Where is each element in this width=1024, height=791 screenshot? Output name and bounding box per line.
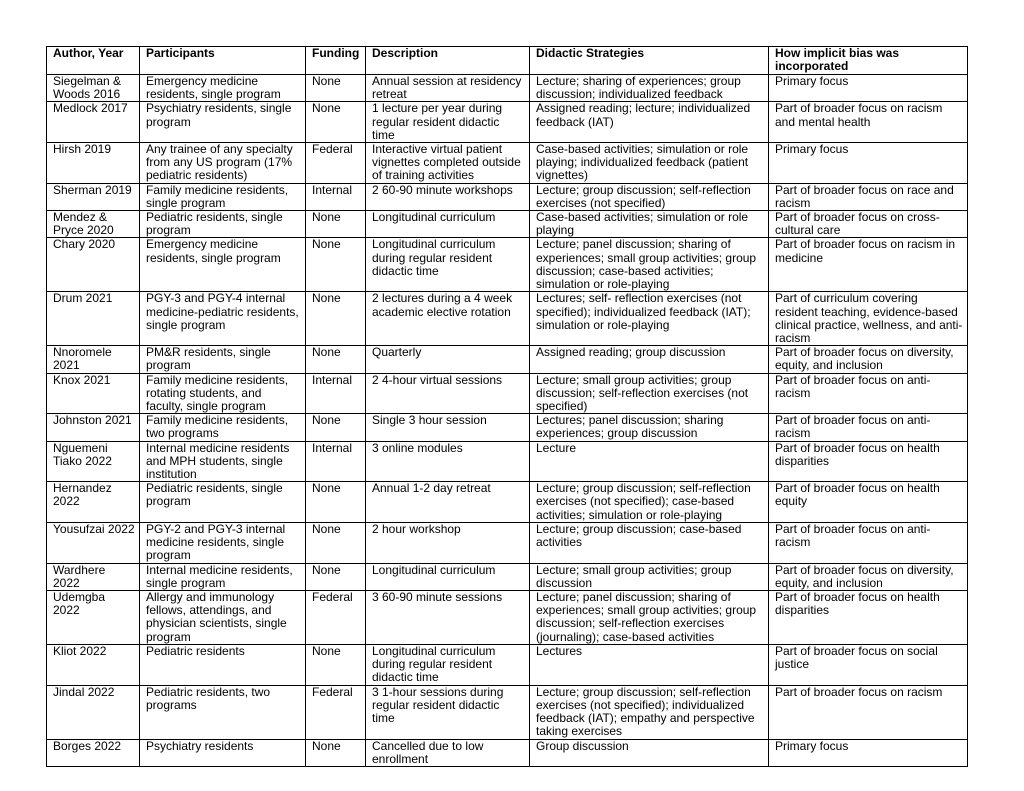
- header-didactic-strategies: Didactic Strategies: [530, 47, 769, 75]
- cell-participants: Any trainee of any specialty from any US program (17% pediatric residents): [140, 143, 306, 184]
- cell-author-year: Mendez & Pryce 2020: [47, 211, 140, 238]
- cell-participants: Allergy and immunology fellows, attendings, and physician scientists, single program: [140, 590, 306, 644]
- table-row: [47, 441, 968, 482]
- cell-implicit-bias: Part of broader focus on cross-cultural care: [769, 211, 968, 238]
- table-row: [47, 238, 968, 292]
- cell-implicit-bias: Part of broader focus on racism and mental health: [769, 102, 968, 143]
- header-funding: Funding: [306, 47, 366, 75]
- header-implicit-bias: How implicit bias was incorporated: [769, 47, 968, 75]
- cell-didactic-strategies: Lecture; small group activities; group discussion: [530, 563, 769, 590]
- cell-participants: Emergency medicine residents, single program: [140, 75, 306, 102]
- cell-participants: Internal medicine residents and MPH students, single institution: [140, 441, 306, 482]
- cell-didactic-strategies: Lecture; group discussion; case-based activities: [530, 522, 769, 563]
- cell-description: 2 hour workshop: [366, 522, 530, 563]
- cell-participants: Pediatric residents, single program: [140, 482, 306, 523]
- cell-funding: Federal: [306, 685, 366, 739]
- cell-funding: Federal: [306, 590, 366, 644]
- cell-description: 2 lectures during a 4 week academic elective rotation: [366, 292, 530, 346]
- table-row: [47, 739, 968, 766]
- cell-participants: PM&R residents, single program: [140, 346, 306, 373]
- cell-didactic-strategies: Lecture; small group activities; group discussion; self-reflection exercises (not specified): [530, 373, 769, 414]
- cell-author-year: Wardhere 2022: [47, 563, 140, 590]
- cell-implicit-bias: Primary focus: [769, 739, 968, 766]
- cell-author-year: Drum 2021: [47, 292, 140, 346]
- table-row: [47, 414, 968, 441]
- cell-participants: Pediatric residents: [140, 644, 306, 685]
- cell-funding: None: [306, 238, 366, 292]
- cell-description: Annual 1-2 day retreat: [366, 482, 530, 523]
- cell-didactic-strategies: Lecture; sharing of experiences; group discussion; individualized feedback: [530, 75, 769, 102]
- table-header-row: [47, 47, 968, 75]
- cell-funding: None: [306, 739, 366, 766]
- cell-didactic-strategies: Lecture; group discussion; self-reflection exercises (not specified); individualized feedback (IAT); empathy and perspective taking exercises: [530, 685, 769, 739]
- cell-didactic-strategies: Lecture; panel discussion; sharing of experiences; small group activities; group discussion; case-based activities; simulation or role-playing: [530, 238, 769, 292]
- cell-funding: Internal: [306, 183, 366, 210]
- cell-implicit-bias: Primary focus: [769, 143, 968, 184]
- cell-funding: None: [306, 292, 366, 346]
- header-author-year: Author, Year: [47, 47, 140, 75]
- table-row: [47, 183, 968, 210]
- cell-implicit-bias: Part of broader focus on anti-racism: [769, 414, 968, 441]
- cell-description: Interactive virtual patient vignettes completed outside of training activities: [366, 143, 530, 184]
- table-row: [47, 102, 968, 143]
- cell-author-year: Nguemeni Tiako 2022: [47, 441, 140, 482]
- table-row: [47, 482, 968, 523]
- cell-funding: None: [306, 563, 366, 590]
- cell-participants: Emergency medicine residents, single program: [140, 238, 306, 292]
- cell-participants: Pediatric residents, single program: [140, 211, 306, 238]
- table-row: [47, 292, 968, 346]
- cell-implicit-bias: Part of broader focus on race and racism: [769, 183, 968, 210]
- cell-didactic-strategies: Assigned reading; lecture; individualized feedback (IAT): [530, 102, 769, 143]
- cell-description: 2 4-hour virtual sessions: [366, 373, 530, 414]
- table-row: [47, 143, 968, 184]
- cell-implicit-bias: Part of broader focus on anti-racism: [769, 373, 968, 414]
- cell-implicit-bias: Part of broader focus on diversity, equity, and inclusion: [769, 563, 968, 590]
- cell-funding: None: [306, 482, 366, 523]
- cell-implicit-bias: Part of broader focus on anti-racism: [769, 522, 968, 563]
- cell-author-year: Hernandez 2022: [47, 482, 140, 523]
- cell-funding: None: [306, 644, 366, 685]
- cell-didactic-strategies: Lecture; group discussion; self-reflection exercises (not specified): [530, 183, 769, 210]
- cell-participants: PGY-3 and PGY-4 internal medicine-pediatric residents, single program: [140, 292, 306, 346]
- cell-author-year: Nnoromele 2021: [47, 346, 140, 373]
- cell-description: Quarterly: [366, 346, 530, 373]
- cell-author-year: Yousufzai 2022: [47, 522, 140, 563]
- cell-implicit-bias: Part of broader focus on racism: [769, 685, 968, 739]
- cell-description: 2 60-90 minute workshops: [366, 183, 530, 210]
- cell-participants: Psychiatry residents, single program: [140, 102, 306, 143]
- table-body: [47, 75, 968, 767]
- cell-description: Longitudinal curriculum: [366, 563, 530, 590]
- header-description: Description: [366, 47, 530, 75]
- cell-author-year: Sherman 2019: [47, 183, 140, 210]
- table-row: [47, 211, 968, 238]
- cell-funding: None: [306, 414, 366, 441]
- cell-funding: Internal: [306, 441, 366, 482]
- table-row: [47, 563, 968, 590]
- cell-author-year: Kliot 2022: [47, 644, 140, 685]
- studies-table: [46, 46, 968, 767]
- cell-funding: Federal: [306, 143, 366, 184]
- cell-participants: Family medicine residents, two programs: [140, 414, 306, 441]
- cell-funding: Internal: [306, 373, 366, 414]
- table-row: [47, 346, 968, 373]
- cell-author-year: Knox 2021: [47, 373, 140, 414]
- cell-didactic-strategies: Lecture; group discussion; self-reflection exercises (not specified); case-based activities; simulation or role-playing: [530, 482, 769, 523]
- cell-author-year: Jindal 2022: [47, 685, 140, 739]
- cell-implicit-bias: Part of broader focus on health disparities: [769, 441, 968, 482]
- cell-implicit-bias: Part of broader focus on health equity: [769, 482, 968, 523]
- cell-participants: Family medicine residents, rotating students, and faculty, single program: [140, 373, 306, 414]
- table-row: [47, 685, 968, 739]
- table-row: [47, 522, 968, 563]
- cell-description: 3 1-hour sessions during regular resident didactic time: [366, 685, 530, 739]
- cell-didactic-strategies: Lectures; self- reflection exercises (not specified); individualized feedback (IAT); simulation or role-playing: [530, 292, 769, 346]
- cell-participants: Internal medicine residents, single program: [140, 563, 306, 590]
- cell-implicit-bias: Primary focus: [769, 75, 968, 102]
- cell-didactic-strategies: Lecture: [530, 441, 769, 482]
- cell-didactic-strategies: Lecture; panel discussion; sharing of experiences; small group activities; group discussion; self-reflection exercises (journaling); case-based activities: [530, 590, 769, 644]
- cell-author-year: Johnston 2021: [47, 414, 140, 441]
- cell-didactic-strategies: Case-based activities; simulation or role playing; individualized feedback (patient vignettes): [530, 143, 769, 184]
- table-row: [47, 644, 968, 685]
- cell-participants: Pediatric residents, two programs: [140, 685, 306, 739]
- cell-description: 3 60-90 minute sessions: [366, 590, 530, 644]
- cell-didactic-strategies: Lectures: [530, 644, 769, 685]
- cell-description: Longitudinal curriculum during regular resident didactic time: [366, 644, 530, 685]
- table-row: [47, 373, 968, 414]
- cell-implicit-bias: Part of broader focus on racism in medicine: [769, 238, 968, 292]
- table-row: [47, 590, 968, 644]
- cell-funding: None: [306, 522, 366, 563]
- cell-implicit-bias: Part of broader focus on social justice: [769, 644, 968, 685]
- cell-implicit-bias: Part of broader focus on diversity, equity, and inclusion: [769, 346, 968, 373]
- cell-description: Annual session at residency retreat: [366, 75, 530, 102]
- cell-implicit-bias: Part of curriculum covering resident teaching, evidence-based clinical practice, wellness, and anti-racism: [769, 292, 968, 346]
- document-page: [46, 46, 967, 767]
- table-row: [47, 75, 968, 102]
- cell-participants: PGY-2 and PGY-3 internal medicine residents, single program: [140, 522, 306, 563]
- cell-description: 1 lecture per year during regular resident didactic time: [366, 102, 530, 143]
- cell-description: Longitudinal curriculum: [366, 211, 530, 238]
- cell-description: Longitudinal curriculum during regular resident didactic time: [366, 238, 530, 292]
- cell-funding: None: [306, 211, 366, 238]
- cell-description: Cancelled due to low enrollment: [366, 739, 530, 766]
- cell-author-year: Hirsh 2019: [47, 143, 140, 184]
- cell-funding: None: [306, 346, 366, 373]
- cell-didactic-strategies: Assigned reading; group discussion: [530, 346, 769, 373]
- cell-didactic-strategies: Lectures; panel discussion; sharing experiences; group discussion: [530, 414, 769, 441]
- cell-author-year: Borges 2022: [47, 739, 140, 766]
- cell-author-year: Medlock 2017: [47, 102, 140, 143]
- cell-funding: None: [306, 75, 366, 102]
- cell-funding: None: [306, 102, 366, 143]
- cell-participants: Family medicine residents, single program: [140, 183, 306, 210]
- cell-description: 3 online modules: [366, 441, 530, 482]
- cell-didactic-strategies: Group discussion: [530, 739, 769, 766]
- cell-implicit-bias: Part of broader focus on health disparities: [769, 590, 968, 644]
- cell-author-year: Chary 2020: [47, 238, 140, 292]
- cell-author-year: Udemgba 2022: [47, 590, 140, 644]
- header-participants: Participants: [140, 47, 306, 75]
- cell-participants: Psychiatry residents: [140, 739, 306, 766]
- cell-didactic-strategies: Case-based activities; simulation or role playing: [530, 211, 769, 238]
- cell-description: Single 3 hour session: [366, 414, 530, 441]
- cell-author-year: Siegelman & Woods 2016: [47, 75, 140, 102]
